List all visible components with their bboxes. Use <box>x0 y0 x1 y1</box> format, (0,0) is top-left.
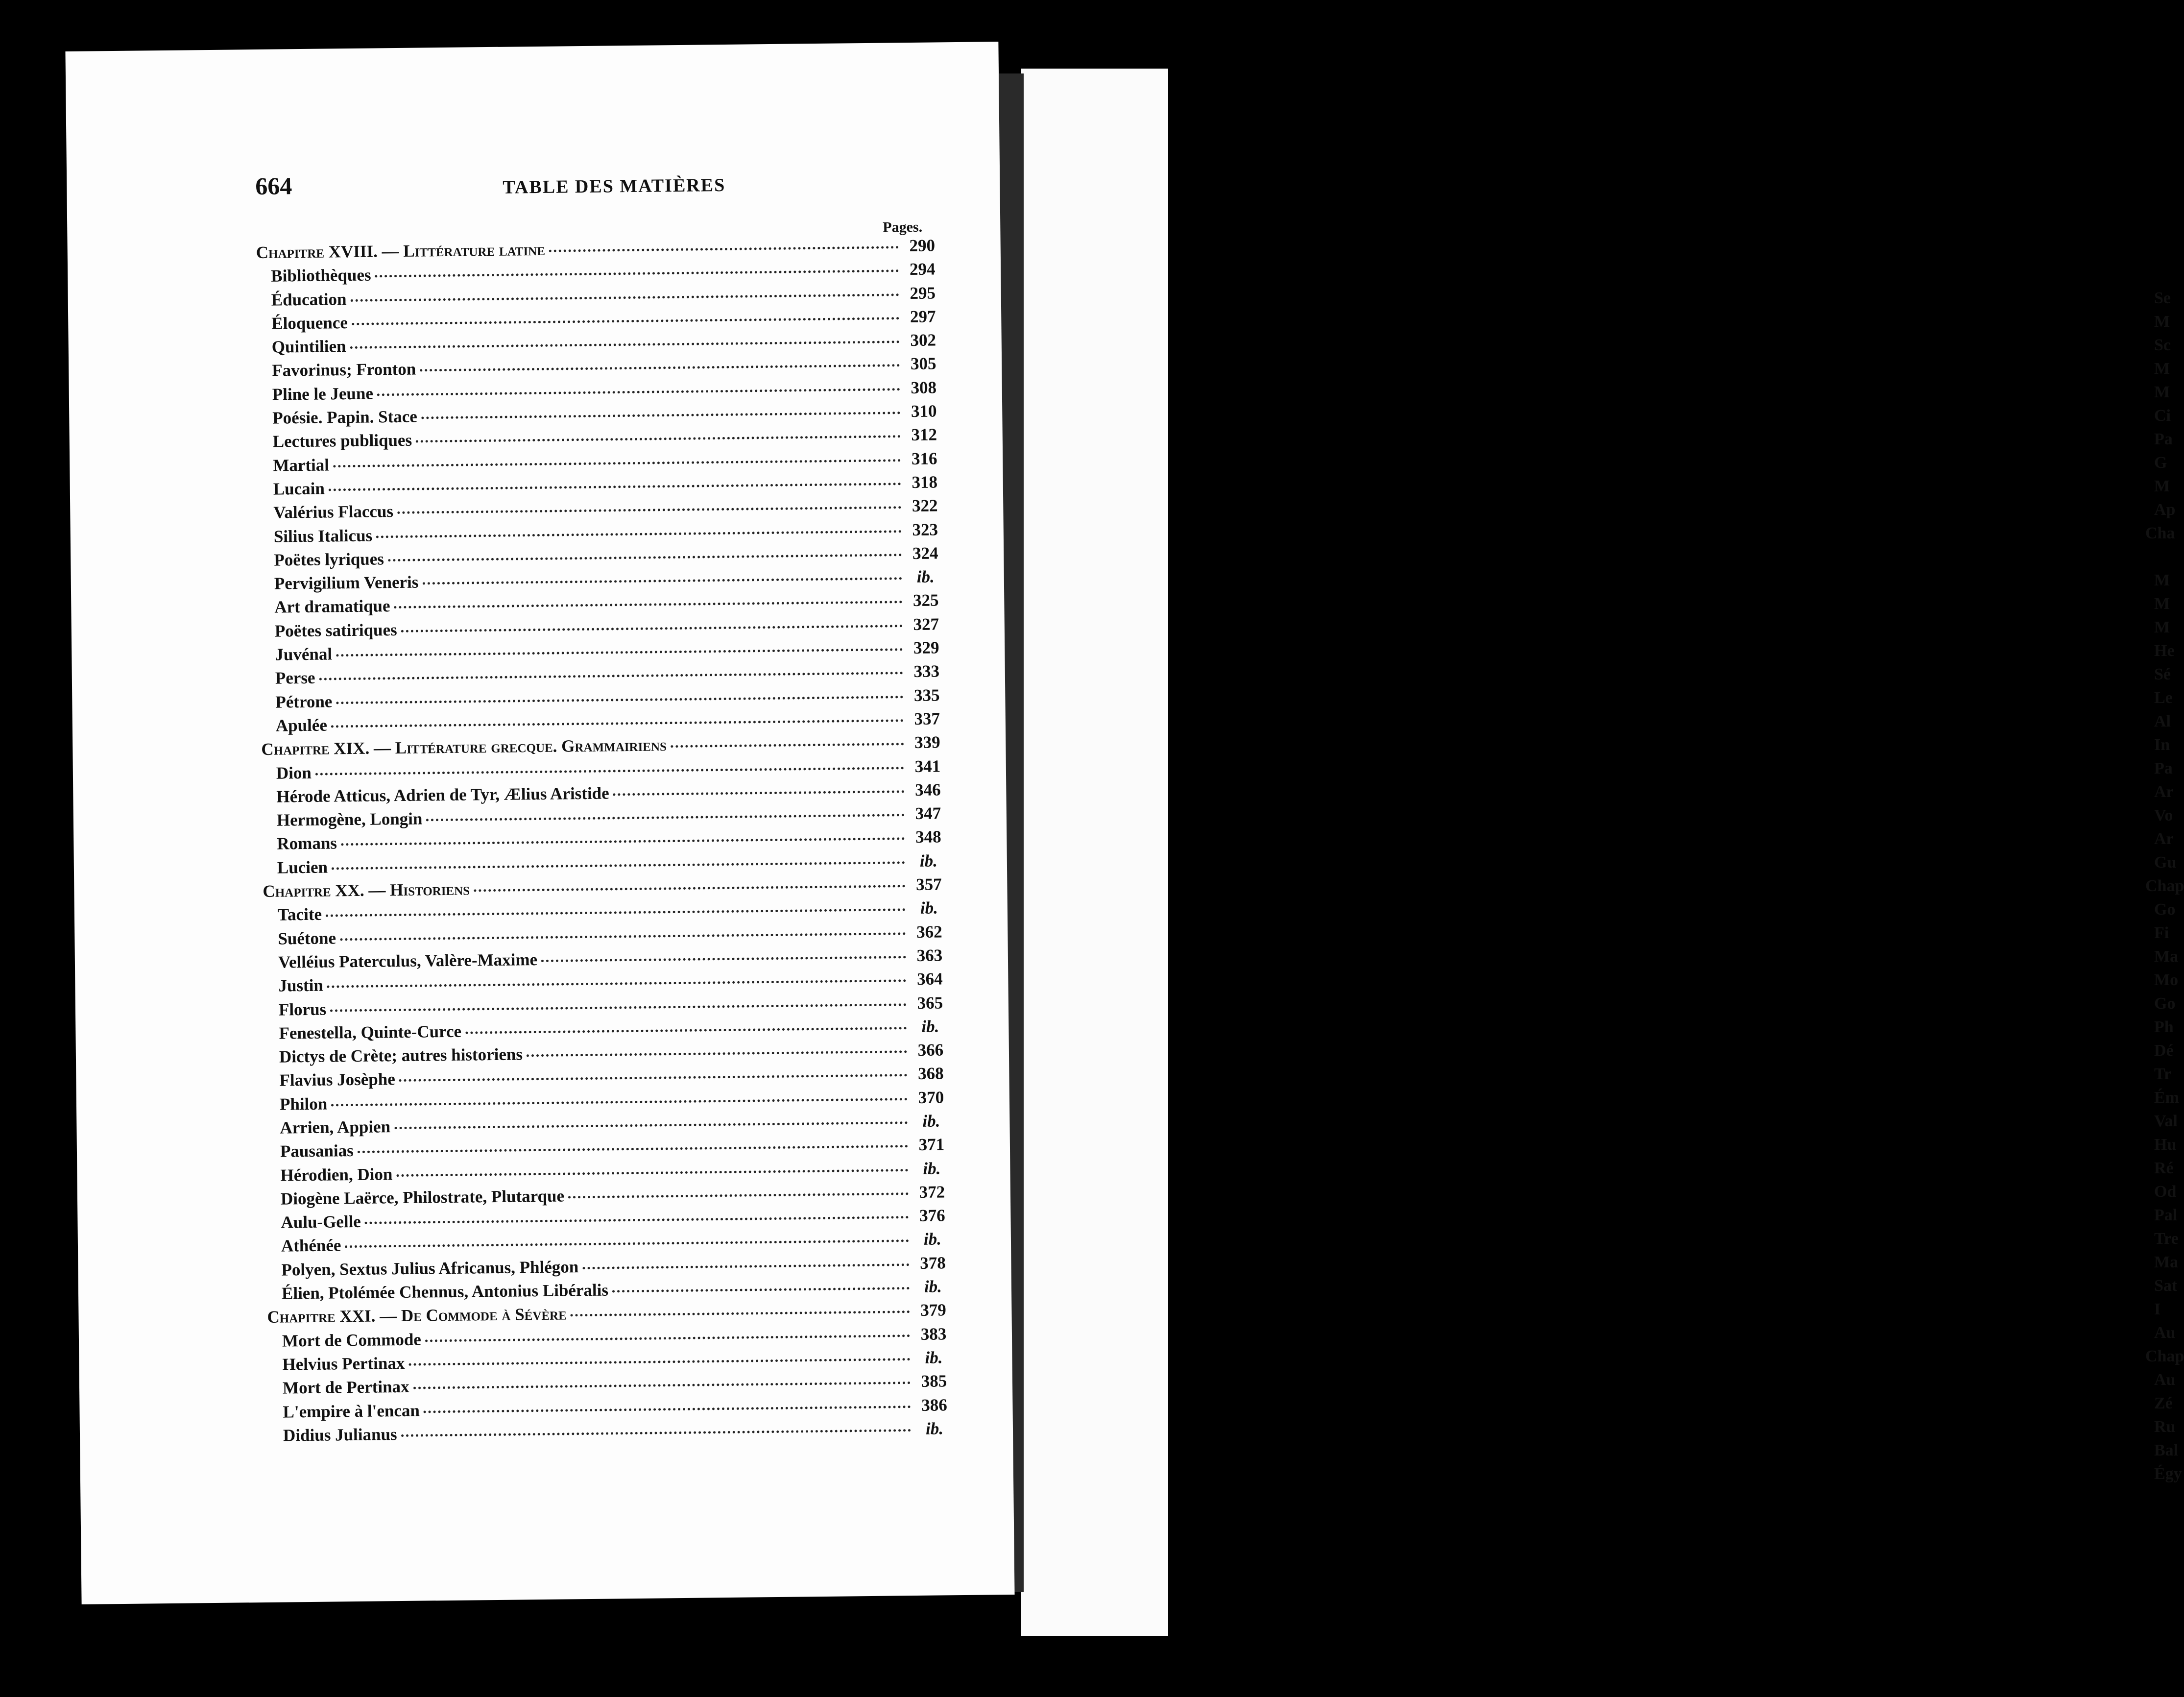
toc-entry-title: Florus <box>278 999 327 1019</box>
toc-entry-title: Pétrone <box>275 692 333 712</box>
toc-page-number: 368 <box>917 1064 944 1084</box>
facing-page-line-fragment: M <box>2154 571 2170 589</box>
dot-leader <box>396 1169 908 1177</box>
toc-page-number: 376 <box>919 1206 945 1226</box>
toc-entry-title: Aulu-Gelle <box>281 1212 361 1232</box>
toc-entry-title: Poésie. Papin. Stace <box>272 407 418 428</box>
dot-leader <box>426 814 905 821</box>
toc-entry-title: Art dramatique <box>274 596 390 617</box>
dot-leader <box>375 270 899 278</box>
toc-page-number: ib. <box>925 1348 943 1367</box>
facing-page-line-fragment: Val <box>2154 1112 2178 1130</box>
toc-page-number: 310 <box>911 401 937 421</box>
toc-entry-title: Hérodien, Dion <box>280 1164 393 1185</box>
facing-page <box>1021 69 2184 1636</box>
dot-leader <box>340 932 906 941</box>
dot-leader <box>329 483 901 491</box>
toc-entry-title: Helvius Pertinax <box>282 1353 405 1374</box>
facing-page-line-fragment: Ap <box>2154 501 2176 519</box>
book-page <box>65 42 1014 1604</box>
toc-page-number: 379 <box>920 1300 946 1320</box>
dot-leader <box>333 459 901 467</box>
toc-page-number: ib. <box>921 1017 939 1036</box>
toc-page-number: ib. <box>924 1277 942 1296</box>
toc-page-number: 362 <box>916 922 942 942</box>
toc-page-number: 366 <box>917 1040 944 1060</box>
dot-leader <box>388 554 902 561</box>
facing-page-line-fragment: He <box>2154 642 2175 660</box>
facing-page-line-fragment: Ru <box>2154 1418 2176 1436</box>
toc-page-number: 386 <box>921 1395 947 1415</box>
dot-leader <box>365 1216 909 1224</box>
toc-entry-title: Pervigilium Veneris <box>274 572 419 593</box>
dot-leader <box>474 885 905 892</box>
toc-entry-title: Perse <box>275 668 315 688</box>
toc-entry-title: Lucien <box>277 857 328 877</box>
toc-entry-title: Hermogène, Longin <box>276 809 423 830</box>
toc-page-number: ib. <box>925 1419 944 1438</box>
toc-entry-title: Polyen, Sextus Julius Africanus, Phlégon <box>281 1257 579 1280</box>
toc-entry-title: Valérius Flaccus <box>273 502 394 522</box>
toc-entry-title: Martial <box>273 455 330 475</box>
dot-leader <box>568 1192 909 1198</box>
toc-entry-title: Diogène Laërce, Philostrate, Plutarque <box>280 1186 565 1209</box>
facing-page-line-fragment <box>2145 548 2175 571</box>
dot-leader <box>319 672 903 680</box>
dot-leader <box>425 1334 910 1342</box>
toc-entry-title: Tacite <box>277 904 322 924</box>
toc-page-number: 347 <box>915 803 941 824</box>
dot-leader <box>549 246 899 252</box>
toc-page-number: 325 <box>912 590 939 610</box>
page-number: 664 <box>255 172 292 200</box>
toc-page-number: 364 <box>916 969 943 989</box>
facing-page-line-fragment: Tr <box>2154 1065 2172 1083</box>
toc-entry-title: Silius Italicus <box>273 526 373 546</box>
dot-leader <box>424 1406 911 1413</box>
toc-page-number: 365 <box>917 993 943 1013</box>
toc-page-number: 323 <box>912 520 938 539</box>
toc-entry-title: Justin <box>278 975 324 995</box>
toc-page-number: 290 <box>909 236 936 256</box>
toc-entry-title: Éloquence <box>271 313 348 333</box>
facing-page-line-fragment: Se <box>2154 289 2171 307</box>
facing-page-line-fragment: Go <box>2154 900 2176 919</box>
toc-entry-title: Philon <box>279 1094 328 1114</box>
facing-page-line-fragment: Hu <box>2154 1136 2177 1154</box>
toc-entry-title: Velléius Paterculus, Valère-Maxime <box>278 949 538 972</box>
facing-page-line-fragment: Bal <box>2154 1441 2179 1459</box>
toc-page-number: 312 <box>911 425 937 445</box>
facing-page-line-fragment: Chap <box>2145 1347 2184 1365</box>
facing-page-line-fragment: Au <box>2154 1324 2176 1342</box>
dot-leader <box>582 1263 909 1269</box>
running-head: TABLE DES MATIÈRES <box>503 174 726 198</box>
toc-entry-title: Pline le Jeune <box>272 384 374 404</box>
facing-page-line-fragment: Mo <box>2154 971 2179 989</box>
dot-leader <box>612 1287 910 1292</box>
toc-entry-title: Lectures publiques <box>272 431 412 452</box>
dot-leader <box>465 1027 907 1034</box>
toc-entry-title: Poëtes lyriques <box>274 549 384 570</box>
toc-entry-title: Mort de Commode <box>282 1330 422 1351</box>
dot-leader <box>420 364 900 372</box>
toc-entry-title: Pausanias <box>280 1141 354 1161</box>
dot-leader <box>350 293 899 302</box>
dot-leader <box>541 956 906 962</box>
toc-entry-title: Apulée <box>275 715 328 735</box>
facing-page-line-fragment: Ré <box>2154 1159 2174 1177</box>
dot-leader <box>326 909 906 917</box>
toc-page-number: 308 <box>911 378 937 397</box>
toc-page-number: 370 <box>918 1088 944 1107</box>
toc-page-number: 322 <box>912 496 938 516</box>
toc-entry-title: Suétone <box>278 928 336 948</box>
facing-page-line-fragment: M <box>2154 313 2170 331</box>
facing-page-fragments <box>2145 289 2184 1488</box>
toc-page-number: 305 <box>910 354 936 374</box>
toc-entry-title: Bibliothèques <box>271 265 371 286</box>
facing-page-line-fragment: Pa <box>2154 759 2173 777</box>
facing-page-line-fragment: Pa <box>2154 430 2173 448</box>
dot-leader <box>327 979 907 988</box>
toc-entry-title: Quintilien <box>271 337 346 357</box>
facing-page-line-fragment: Pal <box>2154 1206 2178 1224</box>
toc-entry-title: Élien, Ptolémée Chennus, Antonius Libéralis <box>281 1280 609 1303</box>
toc-page-number: ib. <box>916 567 935 587</box>
dot-leader <box>408 1358 910 1366</box>
dot-leader <box>376 530 902 538</box>
toc-entry-title: Lucain <box>273 479 325 499</box>
toc-page-number: 333 <box>913 661 940 681</box>
toc-entry-title: Chapitre XVIII. — Littérature latine <box>256 240 546 263</box>
dot-leader <box>401 1429 911 1437</box>
dot-leader <box>358 1145 908 1153</box>
facing-page-line-fragment: M <box>2154 360 2170 378</box>
dot-leader <box>394 601 903 609</box>
toc-page-number: 316 <box>911 449 937 468</box>
toc-entry-title: Chapitre XXI. — De Commode à Sévère <box>267 1304 567 1327</box>
dot-leader <box>571 1311 910 1317</box>
toc-page-number: 371 <box>918 1135 945 1155</box>
toc-page-number: 363 <box>916 945 943 965</box>
toc-entry-title: Flavius Josèphe <box>279 1069 395 1090</box>
toc-page-number: ib. <box>920 898 938 918</box>
dot-leader <box>397 507 901 514</box>
facing-page-line-fragment: Fi <box>2154 924 2169 942</box>
toc-page-number: 295 <box>910 283 936 303</box>
toc-entry-title: Favorinus; Fronton <box>272 360 416 381</box>
table-of-contents <box>256 236 955 1450</box>
dot-leader <box>341 838 905 846</box>
facing-page-line-fragment: G <box>2154 454 2167 472</box>
dot-leader <box>399 1074 908 1082</box>
toc-entry-title: Dion <box>276 763 312 783</box>
toc-page-number: 318 <box>912 472 938 492</box>
facing-page-line-fragment: Ar <box>2154 830 2174 848</box>
dot-leader <box>331 719 904 727</box>
toc-page-number: 327 <box>913 614 939 634</box>
dot-leader <box>527 1050 907 1057</box>
facing-page-line-fragment: Gu <box>2154 853 2177 872</box>
facing-page-line-fragment: M <box>2154 595 2170 613</box>
dot-leader <box>613 790 905 796</box>
facing-page-line-fragment: Al <box>2154 712 2171 730</box>
toc-entry-title: Arrien, Appien <box>280 1117 391 1138</box>
toc-entry-title: Chapitre XIX. — Littérature grecque. Grammairiens <box>261 735 667 759</box>
dot-leader <box>331 1098 908 1106</box>
facing-page-line-fragment: Ma <box>2154 947 2179 966</box>
dot-leader <box>671 743 904 748</box>
facing-page-line-fragment: Dé <box>2154 1042 2174 1060</box>
facing-page-line-fragment: Tre <box>2154 1230 2179 1248</box>
facing-page-line-fragment: Ph <box>2154 1018 2174 1036</box>
toc-entry-title: Romans <box>277 833 337 854</box>
dot-leader <box>336 696 903 704</box>
toc-entry-title: Fenestella, Quinte-Curce <box>279 1021 462 1043</box>
toc-page-number: 341 <box>914 756 941 776</box>
toc-entry-title: Didius Julianus <box>283 1424 397 1445</box>
toc-entry-title: Éducation <box>271 289 347 310</box>
facing-page-line-fragment: Le <box>2154 689 2173 707</box>
dot-leader <box>336 648 903 656</box>
facing-page-line-fragment: Ma <box>2154 1253 2179 1271</box>
facing-page-line-fragment: M <box>2154 618 2170 636</box>
facing-page-line-fragment: Sat <box>2154 1277 2178 1295</box>
facing-page-line-fragment: Ar <box>2154 783 2174 801</box>
toc-entry-title: Juvénal <box>275 644 333 664</box>
dot-leader <box>332 861 905 870</box>
toc-page-number: ib. <box>923 1229 942 1249</box>
facing-page-line-fragment: Ci <box>2154 407 2171 425</box>
toc-entry-title: Mort de Pertinax <box>282 1377 409 1398</box>
toc-page-number: 357 <box>915 874 942 894</box>
toc-page-number: 297 <box>910 307 936 326</box>
toc-page-number: 378 <box>919 1253 946 1273</box>
toc-entry-title: Athénée <box>281 1236 341 1256</box>
facing-page-line-fragment: Sc <box>2154 336 2171 354</box>
toc-page-number: 339 <box>914 732 940 752</box>
facing-page-line-fragment: Chap <box>2145 877 2184 895</box>
facing-page-line-fragment: Go <box>2154 994 2176 1013</box>
facing-page-line-fragment: Od <box>2154 1183 2177 1201</box>
toc-page-number: 335 <box>913 685 940 705</box>
toc-page-number: 385 <box>921 1371 947 1391</box>
dot-leader <box>401 625 903 632</box>
dot-leader <box>350 340 900 349</box>
dot-leader <box>413 1382 911 1389</box>
dot-leader <box>377 388 900 396</box>
facing-page-line-fragment: M <box>2154 383 2170 401</box>
toc-entry-title: L'empire à l'encan <box>283 1401 420 1422</box>
dot-leader <box>315 767 904 776</box>
toc-page-number: 346 <box>914 780 941 800</box>
toc-entry-title: Hérode Atticus, Adrien de Tyr, Ælius Aristide <box>276 783 609 806</box>
dot-leader <box>394 1121 908 1129</box>
facing-page-line-fragment: Vo <box>2154 806 2173 824</box>
toc-page-number: 372 <box>919 1182 945 1202</box>
toc-entry-title: Dictys de Crète; autres historiens <box>279 1044 523 1067</box>
toc-page-number: 383 <box>920 1324 947 1344</box>
pages-column-label: Pages. <box>883 218 923 236</box>
facing-page-line-fragment: I <box>2154 1300 2161 1318</box>
facing-page-line-fragment: Sé <box>2154 665 2171 683</box>
toc-page-number: ib. <box>922 1111 940 1131</box>
dot-leader <box>345 1240 909 1248</box>
toc-page-number: 348 <box>915 827 941 847</box>
facing-page-line-fragment: Zé <box>2154 1394 2173 1412</box>
facing-page-line-fragment: Égy <box>2154 1465 2182 1483</box>
facing-page-line-fragment: Au <box>2154 1371 2176 1389</box>
toc-page-number: ib. <box>919 851 938 871</box>
facing-page-line-fragment: M <box>2154 477 2170 495</box>
facing-page-line-fragment: Cha <box>2145 524 2175 542</box>
dot-leader <box>422 577 902 584</box>
dot-leader <box>352 317 899 325</box>
toc-page-number: 324 <box>912 543 938 563</box>
facing-page-line-fragment: In <box>2154 736 2170 754</box>
dot-leader <box>421 412 900 419</box>
toc-entry-title: Poëtes satiriques <box>274 620 397 641</box>
toc-page-number: 294 <box>909 259 936 279</box>
toc-page-number: ib. <box>923 1159 941 1178</box>
toc-page-number: 329 <box>913 638 939 658</box>
toc-page-number: 302 <box>910 330 936 350</box>
facing-page-line-fragment: Ém <box>2154 1089 2179 1107</box>
toc-entry-title: Chapitre XX. — Historiens <box>263 879 470 901</box>
toc-page-number: 337 <box>914 709 940 728</box>
dot-leader <box>330 1003 907 1012</box>
dot-leader <box>416 436 901 443</box>
